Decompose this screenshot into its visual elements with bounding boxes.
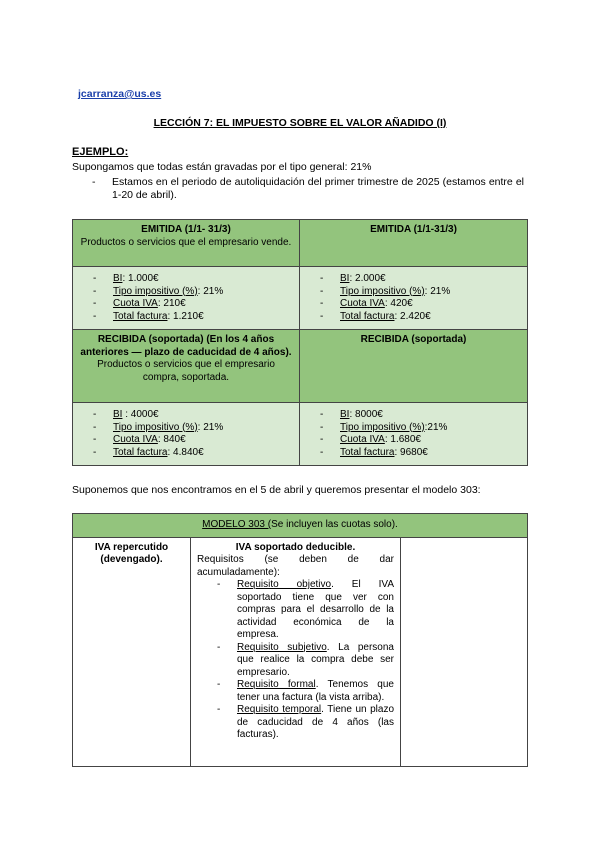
iva-soportado-title: IVA soportado deducible.	[235, 541, 356, 553]
list-item: - Cuota IVA: 420€	[320, 298, 521, 311]
recibida-left-title: RECIBIDA (soportada) (En los 4 años anteriores — plazo de caducidad de 4 años).	[80, 334, 292, 358]
requisito-objetivo: - Requisito objetivo. El IVA soportado tiene que ver con compras para el desarrollo de la actividad económica de la empresa.	[217, 579, 394, 642]
scenario-text: Suponemos que nos encontramos en el 5 de abril y queremos presentar el modelo 303:	[72, 484, 481, 496]
modelo-303-note: Se incluyen las cuotas solo).	[271, 519, 398, 530]
list-item: - Total factura: 2.420€	[320, 311, 521, 324]
list-item: - BI: 8000€	[320, 409, 521, 422]
modelo-303-header	[73, 514, 528, 538]
list-item: - Total factura: 4.840€	[93, 447, 293, 460]
requisito-temporal: - Requisito temporal. Tiene un plazo de caducidad de 4 años (las facturas).	[217, 704, 394, 742]
list-item: - Total factura: 1.210€	[93, 311, 293, 324]
recibida-left-subtitle: Productos o servicios que el empresario compra, soportada.	[97, 359, 275, 383]
intro-text: Supongamos que todas están gravadas por el tipo general: 21%	[72, 161, 372, 173]
emitida-right-title: EMITIDA (1/1-31/3)	[370, 224, 457, 235]
recibida-left-values	[73, 403, 300, 466]
recibida-right-values	[300, 403, 528, 466]
list-item: - BI: 1.000€	[93, 273, 293, 286]
emitida-right-values	[300, 267, 528, 330]
invoice-table	[72, 219, 528, 466]
emitida-left-title: EMITIDA (1/1- 31/3)	[141, 224, 231, 235]
list-item: - BI: 2.000€	[320, 273, 521, 286]
recibida-left-header	[73, 330, 300, 403]
example-label: EJEMPLO:	[72, 146, 129, 158]
emitida-left-header	[73, 220, 300, 267]
emitida-left-values	[73, 267, 300, 330]
requisito-subjetivo: - Requisito subjetivo. La persona que realice la compra debe ser empresario.	[217, 642, 394, 680]
list-item: - Cuota IVA: 840€	[93, 434, 293, 447]
requisitos-intro: Requisitos (se deben de dar acumuladamente):	[197, 554, 394, 578]
modelo-303-table	[72, 513, 528, 767]
lesson-title: LECCIÓN 7: EL IMPUESTO SOBRE EL VALOR AÑADIDO (I)	[153, 117, 447, 129]
emitida-left-subtitle: Productos o servicios que el empresario vende.	[80, 236, 292, 248]
list-item: - Tipo impositivo (%): 21%	[93, 286, 293, 299]
recibida-right-header	[300, 330, 528, 403]
empty-cell	[401, 537, 528, 766]
list-item: - Cuota IVA: 1.680€	[320, 434, 521, 447]
period-bullet	[92, 176, 524, 202]
period-bullet-text: Estamos en el periodo de autoliquidación del primer trimestre de 2025 (estamos entre el 1-20 de abril).	[112, 176, 524, 201]
list-item: - BI : 4000€	[93, 409, 293, 422]
emitida-right-header	[300, 220, 528, 267]
list-item: - Tipo impositivo (%): 21%	[93, 422, 293, 435]
list-item: - Cuota IVA: 210€	[93, 298, 293, 311]
list-item: - Tipo impositivo (%):21%	[320, 422, 521, 435]
iva-soportado-cell	[191, 537, 401, 766]
list-item: - Tipo impositivo (%): 21%	[320, 286, 521, 299]
modelo-303-title: MODELO 303 (	[202, 519, 272, 530]
recibida-right-title: RECIBIDA (soportada)	[360, 334, 467, 345]
list-item: - Total factura: 9680€	[320, 447, 521, 460]
iva-repercutido-cell: IVA repercutido (devengado).	[73, 537, 191, 766]
bullet-dash: -	[92, 176, 96, 188]
author-email[interactable]: jcarranza@us.es	[78, 88, 162, 100]
requisito-formal: - Requisito formal. Tenemos que tener una factura (la vista arriba).	[217, 679, 394, 704]
